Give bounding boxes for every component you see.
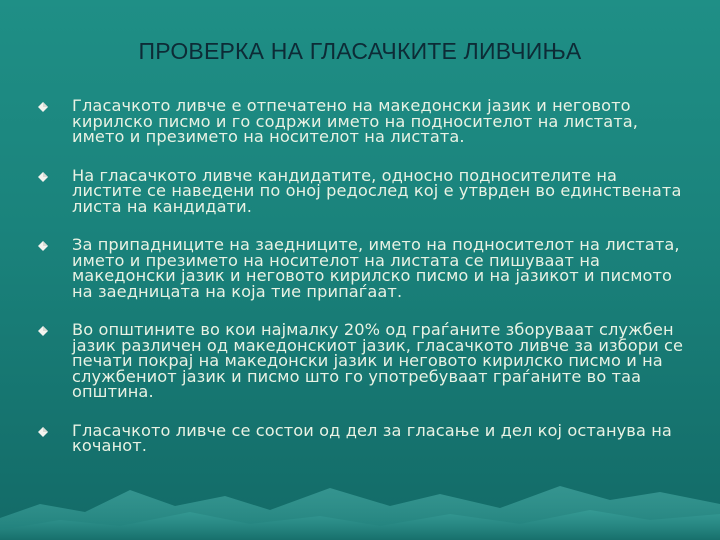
bullet-text: За припадниците на заедниците, името на подносителот на листата, името и презимето на носителот на листата се пишуваат на македонски јазик и неговото кирилско писмо и на јазикот и писмото на заедницата на која тие припаѓаат. bbox=[72, 235, 680, 301]
bullet-list bbox=[38, 98, 688, 477]
bullet-text: Во општините во кои најмалку 20% од граѓаните зборуваат службен јазик различен од македонскиот јазик, гласачкото ливче за избори се печати покрај на македонски јазик и неговото кирилско писмо и на службениот јазик и писмо што го употребуваат граѓаните во таа општина. bbox=[72, 320, 684, 401]
bullet-item bbox=[38, 98, 688, 145]
diamond-bullet-icon bbox=[38, 241, 48, 251]
diamond-bullet-icon bbox=[38, 326, 48, 336]
diamond-bullet-icon bbox=[38, 172, 48, 182]
mountain-silhouette bbox=[0, 460, 720, 540]
bullet-item bbox=[38, 322, 688, 400]
diamond-bullet-icon bbox=[38, 102, 48, 112]
bullet-text: На гласачкото ливче кандидатите, односно подносителите на листите се наведени по оној редослед кој е утврден во единствената листа на кандидати. bbox=[72, 165, 682, 216]
bullet-item bbox=[38, 237, 688, 299]
diamond-bullet-icon bbox=[38, 427, 48, 437]
bullet-item bbox=[38, 165, 688, 216]
bullet-text: Гласачкото ливче е отпечатено на македонски јазик и неговото кирилско писмо и го содржи името на подносителот на листата, името и презимето на носителот на листата. bbox=[72, 96, 639, 146]
slide-title: ПРОВЕРКА НА ГЛАСАЧКИТЕ ЛИВЧИЊА bbox=[138, 38, 582, 64]
bullet-item bbox=[38, 420, 688, 455]
bullet-text: Гласачкото ливче се состои од дел за гласање и дел кој останува на кочанот. bbox=[72, 420, 672, 455]
